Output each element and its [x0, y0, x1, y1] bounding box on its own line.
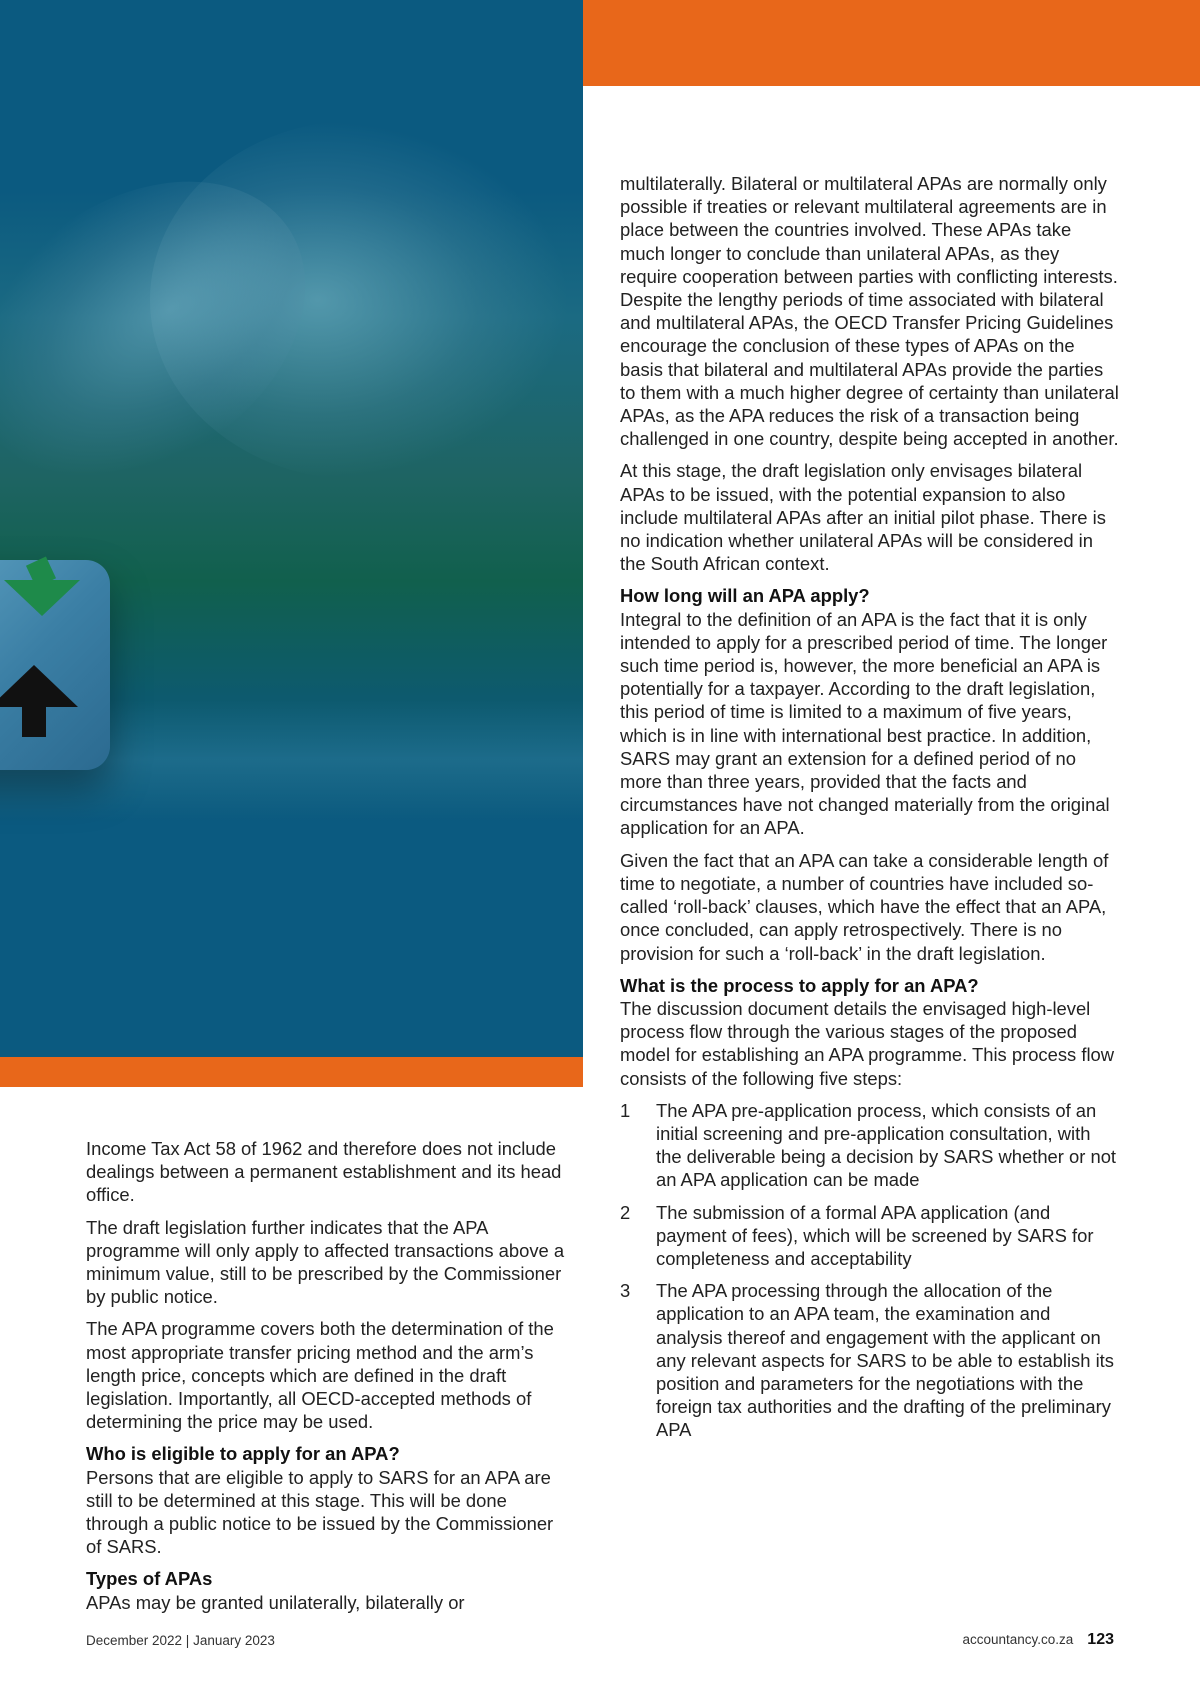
paragraph: Income Tax Act 58 of 1962 and therefore does not include dealings between a permanent establishment and its head office.	[86, 1138, 562, 1206]
step-number: 3	[620, 1280, 631, 1302]
step-number: 1	[620, 1099, 631, 1121]
paragraph: Given the fact that an APA can take a considerable length of time to negotiate, a number of countries have included so-called ‘roll-back’ clauses, which have the effect that an APA, once concluded, can apply retrospectively. There is no provision for such a ‘roll-back’ in the draft legislation.	[620, 849, 1109, 964]
footer-site-link[interactable]: accountancy.co.za	[962, 1632, 1074, 1647]
step-text: The APA pre-application process, which consists of an initial screening and pre-application consultation, with the deliverable being a decision by SARS whether or not an APA application can be made	[656, 1099, 1117, 1191]
footer-issue-date: December 2022 | January 2023	[86, 1633, 275, 1648]
paragraph: APAs may be granted unilaterally, bilaterally or	[86, 1591, 465, 1613]
step-text: The submission of a formal APA application (and payment of fees), which will be screened by SARS for completeness and acceptability	[656, 1201, 1094, 1269]
footer-right	[962, 1631, 1114, 1649]
paragraph: Persons that are eligible to apply to SARS for an APA are still to be determined at this stage. This will be done through a public notice to be issued by the Commissioner of SARS.	[86, 1466, 554, 1558]
orange-band-bottom	[0, 1057, 583, 1087]
paragraph: At this stage, the draft legislation only envisages bilateral APAs to be issued, with the potential expansion to also include multilateral APAs after an initial pilot phase. There is no indication whether unilateral APAs will be considered in the South African context.	[620, 460, 1106, 575]
list-item	[620, 1099, 1120, 1192]
paragraph: The APA programme covers both the determination of the most appropriate transfer pricing method and the arm’s length price, concepts which are defined in the draft legislation. Importantly, all OECD-accepted methods of determining the price may be used.	[86, 1318, 554, 1433]
section-heading-duration: How long will an APA apply?	[620, 585, 870, 607]
page-number: 123	[1087, 1631, 1114, 1648]
paragraph: multilaterally. Bilateral or multilateral APAs are normally only possible if treaties or relevant multilateral agreements are in place between the countries involved. These APAs take much longer to conclude than unilateral APAs, as they require cooperation between parties with conflicting interests. Despite the lengthy periods of time associated with bilateral and multilateral APAs, the OECD Transfer Pricing Guidelines encourage the conclusion of these types of APAs on the basis that bilateral and multilateral APAs provide the parties to them with a much higher degree of certainty than unilateral APAs, as the APA reduces the risk of a transaction being challenged in one country, despite being accepted in another.	[620, 173, 1119, 450]
paragraph: The discussion document details the envisaged high-level process flow through the various stages of the proposed model for establishing an APA programme. This process flow consists of the following five steps:	[620, 997, 1115, 1089]
orange-band-top	[583, 0, 1200, 86]
paragraph: The draft legislation further indicates that the APA programme will only apply to affected transactions above a minimum value, still to be prescribed by the Commissioner by public notice.	[86, 1216, 565, 1308]
black-arrow-stem	[22, 705, 46, 737]
steps-list	[620, 1099, 1120, 1442]
paragraph: Integral to the definition of an APA is the fact that it is only intended to apply for a prescribed period of time. The longer such time period is, however, the more beneficial an APA is potentially for a taxpayer. According to the draft legislation, this period of time is limited to a maximum of five years, which is in line with international best practice. In addition, SARS may grant an extension for a defined period of no more than three years, provided that the facts and circumstances have not changed materially from the original application for an APA.	[620, 608, 1110, 839]
section-heading-types: Types of APAs	[86, 1568, 213, 1590]
left-column	[86, 1137, 566, 1623]
green-arrow-down-icon	[4, 580, 80, 616]
list-item	[620, 1279, 1120, 1441]
section-heading-eligible: Who is eligible to apply for an APA?	[86, 1443, 400, 1465]
black-arrow-up-icon	[0, 665, 78, 707]
right-column	[620, 172, 1120, 1451]
step-number: 2	[620, 1201, 631, 1223]
hero-photo	[0, 0, 583, 1057]
list-item	[620, 1201, 1120, 1271]
step-text: The APA processing through the allocation of the application to an APA team, the examination and analysis thereof and engagement with the applicant on any relevant aspects for SARS to be able to establish its position and parameters for the negotiations with the foreign tax authorities and the drafting of the preliminary APA	[656, 1280, 1114, 1441]
section-heading-process: What is the process to apply for an APA?	[620, 974, 979, 996]
